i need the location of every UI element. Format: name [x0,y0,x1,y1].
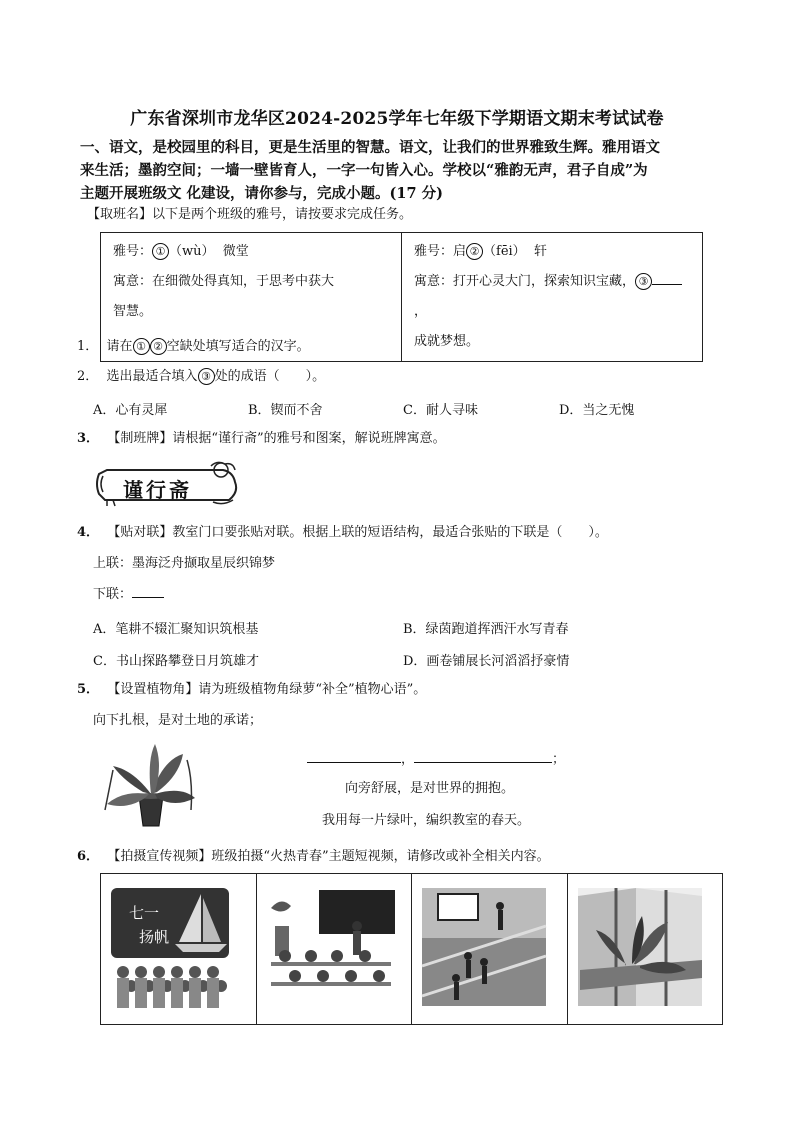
poem-line-3: 向旁舒展，是对世界的拥抱。 [345,781,515,796]
pothos-plant-image [103,740,198,835]
photo-class-group [101,874,257,1024]
q2-option-b[interactable]: B．锲而不舍 [248,403,323,418]
question-1 [77,338,310,356]
blank-marker-1: ① [152,243,169,260]
class-name-right-cell [402,233,703,362]
photo-basketball [412,874,568,1024]
poem-line-1: 向下扎根，是对土地的承诺； [93,713,263,728]
question-6-number: 6． [77,849,100,864]
right-name-prefix: 雅号：启 [414,244,467,259]
class-plaque-image [93,460,241,508]
marker-1: ① [133,338,150,355]
plaque-text: 谨行斋 [123,478,192,502]
question-5 [77,681,426,699]
q4-option-b[interactable]: B．绿茵跑道挥洒汗水写青春 [403,622,569,637]
question-6-text: 【拍摄宣传视频】班级拍摄“火热青春”主题短视频，请修改或补全相关内容。 [107,849,550,864]
left-pinyin: （wù） [169,244,215,259]
section1-line3: 主题开展班级文 化建设，请你参与，完成小题。(17 分) [80,185,443,202]
question-2-number: 2． [77,369,99,384]
couplet-lower-blank[interactable] [132,597,164,598]
question-4-number: 4． [77,525,100,540]
question-2 [77,368,325,386]
right-meaning: 打开心灵大门，探索知识宝藏， [453,274,636,289]
poem-blank-1[interactable] [307,762,401,763]
q4-option-d[interactable]: D．画卷铺展长河滔滔抒豪情 [403,654,570,669]
section1-line2: 来生活；墨韵空间；一墙一壁皆育人，一字一句皆入心。学校以“雅韵无声，君子自成”为 [80,162,648,179]
left-name-suffix: 微堂 [222,244,249,259]
question-3-number: 3． [77,431,100,446]
question-3-text: 【制班牌】请根据“谨行斋”的雅号和图案，解说班牌寓意。 [107,431,446,446]
question-5-text: 【设置植物角】请为班级植物角绿萝“补全”植物心语”。 [107,682,427,697]
q4-option-a[interactable]: A．笔耕不辍汇聚知识筑根基 [93,622,259,637]
question-1-text-b: 空缺处填写适合的汉字。 [166,339,310,354]
right-meaning-cont: 成就梦想。 [414,334,480,349]
q4-option-c[interactable]: C．书山探路攀登日月筑雄才 [93,654,259,669]
page-title: 广东省深圳市龙华区2024-2025学年七年级下学期语文期末考试试卷 [130,109,664,129]
photo-classroom [257,874,413,1024]
task-intro: 【取班名】以下是两个班级的雅号，请按要求完成任务。 [87,207,413,222]
question-4-text: 【贴对联】教室门口要张贴对联。根据上联的短语结构，最适合张贴的下联是（ ）。 [107,525,608,540]
question-5-number: 5． [77,682,100,697]
left-meaning-label: 寓意： [113,274,153,289]
poem-semicolon: ； [552,752,566,767]
video-photo-strip [100,873,723,1025]
question-3 [77,430,446,448]
couplet-upper: 上联：墨海泛舟撷取星辰织锦梦 [93,556,276,571]
idiom-blank[interactable] [652,284,682,285]
poem-line-2 [307,751,565,769]
poem-comma: ， [401,752,415,767]
question-2-text-b: 处的成语（ ）。 [214,369,326,384]
photo-board-text-1: 七一 [129,904,160,922]
right-pinyin: （fēi） [483,244,526,259]
poem-blank-2[interactable] [414,762,552,763]
marker-2: ② [150,338,167,355]
left-name-prefix: 雅号： [113,244,153,259]
photo-board-text-2: 扬帆 [139,928,170,946]
poem-line-4: 我用每一片绿叶，编织教室的春天。 [322,813,531,828]
q2-option-a[interactable]: A．心有灵犀 [93,403,168,418]
photo-window-plant [568,874,723,1024]
blank-marker-2: ② [466,243,483,260]
question-4 [77,524,608,542]
q2-option-d[interactable]: D．当之无愧 [559,403,635,418]
couplet-lower-label: 下联： [93,587,133,602]
blank-marker-3: ③ [635,273,652,290]
left-meaning-cont: 智慧。 [113,304,153,319]
question-6 [77,848,550,866]
question-2-text-a: 选出最适合填入 [106,369,198,384]
right-meaning-label: 寓意： [414,274,454,289]
section1-line1: 一、语文，是校园里的科目，更是生活里的智慧。语文，让我们的世界雅致生辉。雅用语文 [80,139,660,156]
question-1-number: 1． [77,339,99,354]
marker-3: ③ [198,368,215,385]
q2-option-c[interactable]: C．耐人寻味 [403,403,478,418]
right-name-suffix: 轩 [533,244,547,259]
couplet-lower [93,586,164,604]
question-1-text-a: 请在 [106,339,133,354]
right-meaning-end: ， [414,304,428,319]
left-meaning: 在细微处得真知，于思考中获大 [152,274,335,289]
